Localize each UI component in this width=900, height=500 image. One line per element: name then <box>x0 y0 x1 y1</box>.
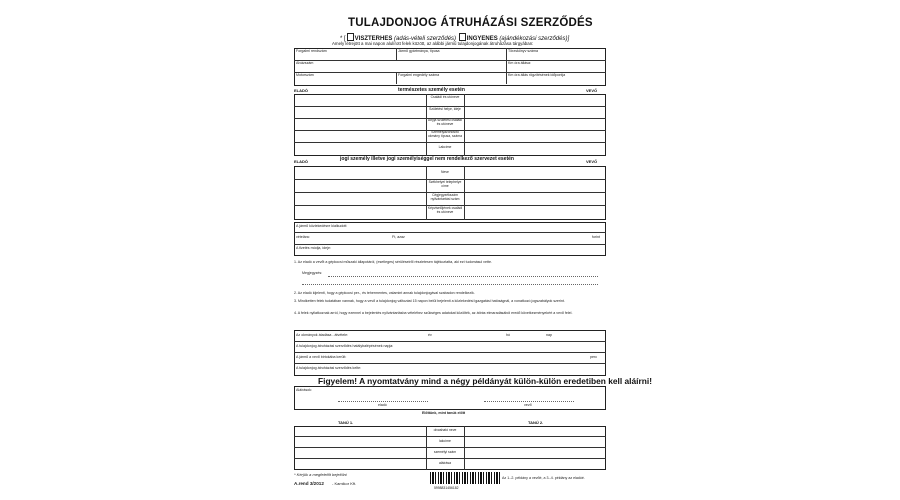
date-row-effective[interactable]: A tulajdonjog átruházási szerződés hatálybalépésének napja: <box>296 344 394 348</box>
checkbox-paid[interactable] <box>347 33 354 41</box>
legal-row-name: Neve <box>441 170 449 174</box>
witness-row-signature: aláírása <box>438 461 452 465</box>
legal-row-representative: Képviselőjének családi és utóneve <box>427 206 463 214</box>
natural-row-birth: Születési helye, ideje <box>429 107 461 111</box>
barcode <box>430 472 500 484</box>
option-free-label: INGYENES <box>466 36 498 42</box>
payment-method-label: A fizetés módja, ideje: <box>296 246 331 250</box>
witness-heading: Előttünk, mint tanúk előtt <box>422 411 466 415</box>
contract-form-sheet <box>288 8 652 492</box>
field-plate-number[interactable]: Forgalmi rendszám <box>296 49 327 53</box>
witness-row-name: olvasható neve <box>433 428 457 432</box>
field-odometer[interactable]: Km óra állása: <box>508 61 531 65</box>
price-ft-label: Ft, azaz <box>392 235 405 239</box>
legal-row-regnum: Cégjegyzékszám nyilvántartási szám <box>430 193 460 201</box>
field-registration-license[interactable]: Forgalmi engedély száma <box>398 73 440 77</box>
clause-3: 3. Mindketten felek tudatában vannak, hogy a vevő a tulajdonjog változást 15 napon belül bejelenti a közlekedési igazgatási hatóságnál, a vonatkozó jogszabályok szerint. <box>294 299 565 303</box>
price-forint-label: forint <box>592 235 600 239</box>
date-minute-label: perc <box>590 355 597 359</box>
clause-1: 1. Az eladó a vevőt a gépkocsi műszaki állapotáról, (esetleges) sérüléseiről részletesen tájékoztatta, aki ezt tudomásul vette. <box>294 260 492 264</box>
witness-row-id: személyi szám <box>433 450 457 454</box>
field-odometer-time[interactable]: Km óra állás rögzítésének időpontja <box>508 73 566 77</box>
witness-2-label: TANÚ 2. <box>528 420 544 425</box>
barcode-number: 5998831456182 <box>434 486 459 490</box>
date-month-label: hó <box>506 333 510 337</box>
legal-person-heading: jogi személy illetve jogi személyiséggel nem rendelkező szervezet esetén <box>340 156 514 162</box>
date-row-documents[interactable]: Az okmányok átadása - átvétele: <box>296 333 349 337</box>
natural-row-mother: Anyja születési családi és utóneve <box>427 118 463 126</box>
field-chassis-number[interactable]: Alvázszám <box>296 61 314 65</box>
signature-table <box>294 386 606 410</box>
option-paid-note: (adás-vételi szerződés) <box>394 36 457 42</box>
printer-name: - Kamikor Kft. <box>332 481 357 486</box>
clause-4: 4. A felek nyilatkoznak arról, hogy ezennel a bejelentés nyilvántartásba vételéhez szükséges adatokat közölték, az átírás elmaradásából eredő következményekért a vevő felel. <box>294 311 573 315</box>
field-engine-number[interactable]: Motorszám <box>296 73 314 77</box>
field-make-type[interactable]: Jármű gyártmánya, típusa <box>398 49 440 53</box>
legal-row-seat: Székhelyei telephelye címe <box>428 180 462 188</box>
natural-person-heading: természetes személy esetén <box>398 87 465 93</box>
date-day-label: nap <box>546 333 552 337</box>
date-year-label: év <box>428 333 432 337</box>
form-title: TULAJDONJOG ÁTRUHÁZÁSI SZERZŐDÉS <box>348 17 593 29</box>
clause-2: 2. Az eladó kijelenti, hogy a gépkocsi per-, és tehermentes, valamint annak tulajdonjogával szabadon rendelkezik. <box>294 291 475 295</box>
date-row-signed[interactable]: A tulajdonjog átruházási szerződés kelte: <box>296 366 362 370</box>
warning-text: Figyelem! A nyomtatvány mind a négy példányát külön-külön eredetiben kell aláírni! <box>318 376 652 386</box>
legal-buyer-label: VEVŐ <box>586 159 598 164</box>
natural-seller-label: ELADÓ <box>294 88 308 93</box>
intro-text: Amely létrejött a mai napon alulírott felek között, az alábbi jármű tulajdonjogának átruházása tárgyában: <box>332 41 534 46</box>
natural-row-name: Családi és utóneve <box>430 95 460 99</box>
clause-1-note-label: Megjegyzés: <box>302 271 323 275</box>
footer-note: * Kérjük a megfelelőt bejelölni <box>294 472 347 477</box>
form-code: A.rend 3/2012 <box>294 481 324 486</box>
date-row-possession[interactable]: A jármű a vevő birtokába került: <box>296 355 347 359</box>
natural-buyer-label: VEVŐ <box>586 88 598 93</box>
witness-1-label: TANÚ 1. <box>338 420 354 425</box>
seller-signature-label: eladó <box>378 403 387 407</box>
natural-row-address: Lakcíme <box>438 145 452 149</box>
option-free-note: (ajándékozási szerződés)] <box>499 36 570 42</box>
signatures-label: Aláírások: <box>296 388 312 392</box>
buyer-signature-label: vevő <box>524 403 532 407</box>
legal-seller-label: ELADÓ <box>294 159 308 164</box>
price-value-label: vételára: <box>296 235 310 239</box>
option-paid-label: VISZTERHES <box>354 36 393 42</box>
price-intro-label: A jármű közlekedésre kialkudott <box>296 224 347 228</box>
copies-note: Az 1.-2. példány a vevőé, a 3.-4. példány az eladóé. <box>502 476 585 480</box>
witness-row-address: lakcíme <box>439 439 451 443</box>
natural-row-id: Személyazonosító okmány típusa, száma <box>428 130 462 138</box>
checkbox-free[interactable] <box>459 33 466 41</box>
asterisk-bracket: * [ <box>340 36 346 42</box>
vehicle-data-table <box>294 48 606 86</box>
field-registration-book[interactable]: Törzskönyv száma <box>508 49 538 53</box>
